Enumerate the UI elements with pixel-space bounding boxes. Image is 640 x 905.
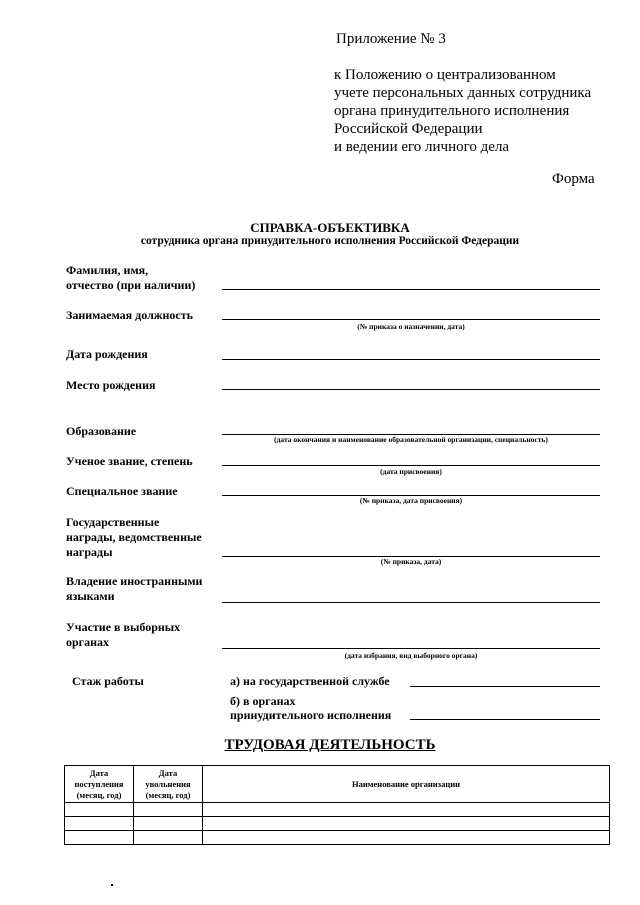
field-line-birth-place[interactable] (222, 389, 600, 390)
field-line-birth-date[interactable] (222, 359, 600, 360)
appendix-number: Приложение № 3 (336, 31, 446, 47)
table-cell[interactable] (203, 803, 610, 817)
field-line-academic-degree[interactable] (222, 465, 600, 466)
column-header-start-date: Дата поступления (месяц, год) (65, 766, 134, 803)
field-line-full-name[interactable] (222, 289, 600, 290)
work-history-table (64, 765, 610, 845)
reference-line: к Положению о централизованном (334, 67, 556, 83)
experience-enforcement-line[interactable] (410, 719, 600, 720)
table-header-row (65, 766, 610, 803)
field-label-languages: Владение иностранными языками (66, 574, 203, 603)
reference-line: и ведении его личного дела (334, 139, 510, 155)
field-hint-elected-bodies: (дата избрания, вид выборного органа) (344, 651, 478, 660)
table-cell[interactable] (134, 803, 203, 817)
document-title: СПРАВКА-ОБЪЕКТИВКА (250, 220, 410, 235)
field-label-special-rank: Специальное звание (66, 484, 178, 498)
reference-line: органа принудительного исполнения (334, 103, 570, 119)
table-row (65, 803, 610, 817)
section-title-work: ТРУДОВАЯ ДЕЯТЕЛЬНОСТЬ (224, 737, 436, 753)
field-label-birth-place: Место рождения (66, 378, 156, 392)
table-cell[interactable] (134, 831, 203, 845)
table-cell[interactable] (203, 817, 610, 831)
field-label-full-name: Фамилия, имя, отчество (при наличии) (66, 263, 196, 292)
field-hint-special-rank: (№ приказа, дата присвоения) (359, 496, 463, 505)
experience-enforcement-label-2: принудительного исполнения (230, 708, 392, 722)
field-label-birth-date: Дата рождения (66, 347, 148, 361)
field-line-elected-bodies[interactable] (222, 648, 600, 649)
appendix-reference (334, 66, 591, 156)
reference-line: Российской Федерации (334, 121, 483, 137)
table-cell[interactable] (65, 817, 134, 831)
form-label: Форма (552, 171, 595, 187)
field-hint-education: (дата окончания и наименование образовательной организации, специальность) (274, 435, 548, 444)
field-label-academic-degree: Ученое звание, степень (66, 454, 193, 468)
field-label-elected-bodies: Участие в выборных органах (66, 620, 181, 649)
column-header-organization: Наименование организации (203, 766, 610, 803)
experience-state-service-label: а) на государственной службе (230, 674, 390, 688)
table-cell[interactable] (65, 831, 134, 845)
table-cell[interactable] (203, 831, 610, 845)
experience-label: Стаж работы (72, 674, 144, 688)
field-hint-awards: (№ приказа, дата) (380, 557, 442, 566)
field-hint-academic-degree: (дата присвоения) (380, 467, 442, 476)
table-row (65, 831, 610, 845)
experience-state-service-line[interactable] (410, 686, 600, 687)
field-line-languages[interactable] (222, 602, 600, 603)
field-hint-position: (№ приказа о назначении, дата) (357, 322, 465, 331)
table-cell[interactable] (134, 817, 203, 831)
experience-enforcement-label-1: б) в органах (230, 694, 296, 708)
table-cell[interactable] (65, 803, 134, 817)
table-row (65, 817, 610, 831)
scan-speck (111, 884, 113, 886)
field-label-education: Образование (66, 424, 137, 438)
field-label-position: Занимаемая должность (66, 308, 193, 322)
column-header-end-date: Дата увольнения (месяц, год) (134, 766, 203, 803)
reference-line: учете персональных данных сотрудника (334, 85, 592, 101)
document-subtitle: сотрудника органа принудительного исполнения Российской Федерации (140, 235, 520, 247)
field-label-awards: Государственные награды, ведомственные награды (66, 515, 202, 559)
field-line-position[interactable] (222, 319, 600, 320)
